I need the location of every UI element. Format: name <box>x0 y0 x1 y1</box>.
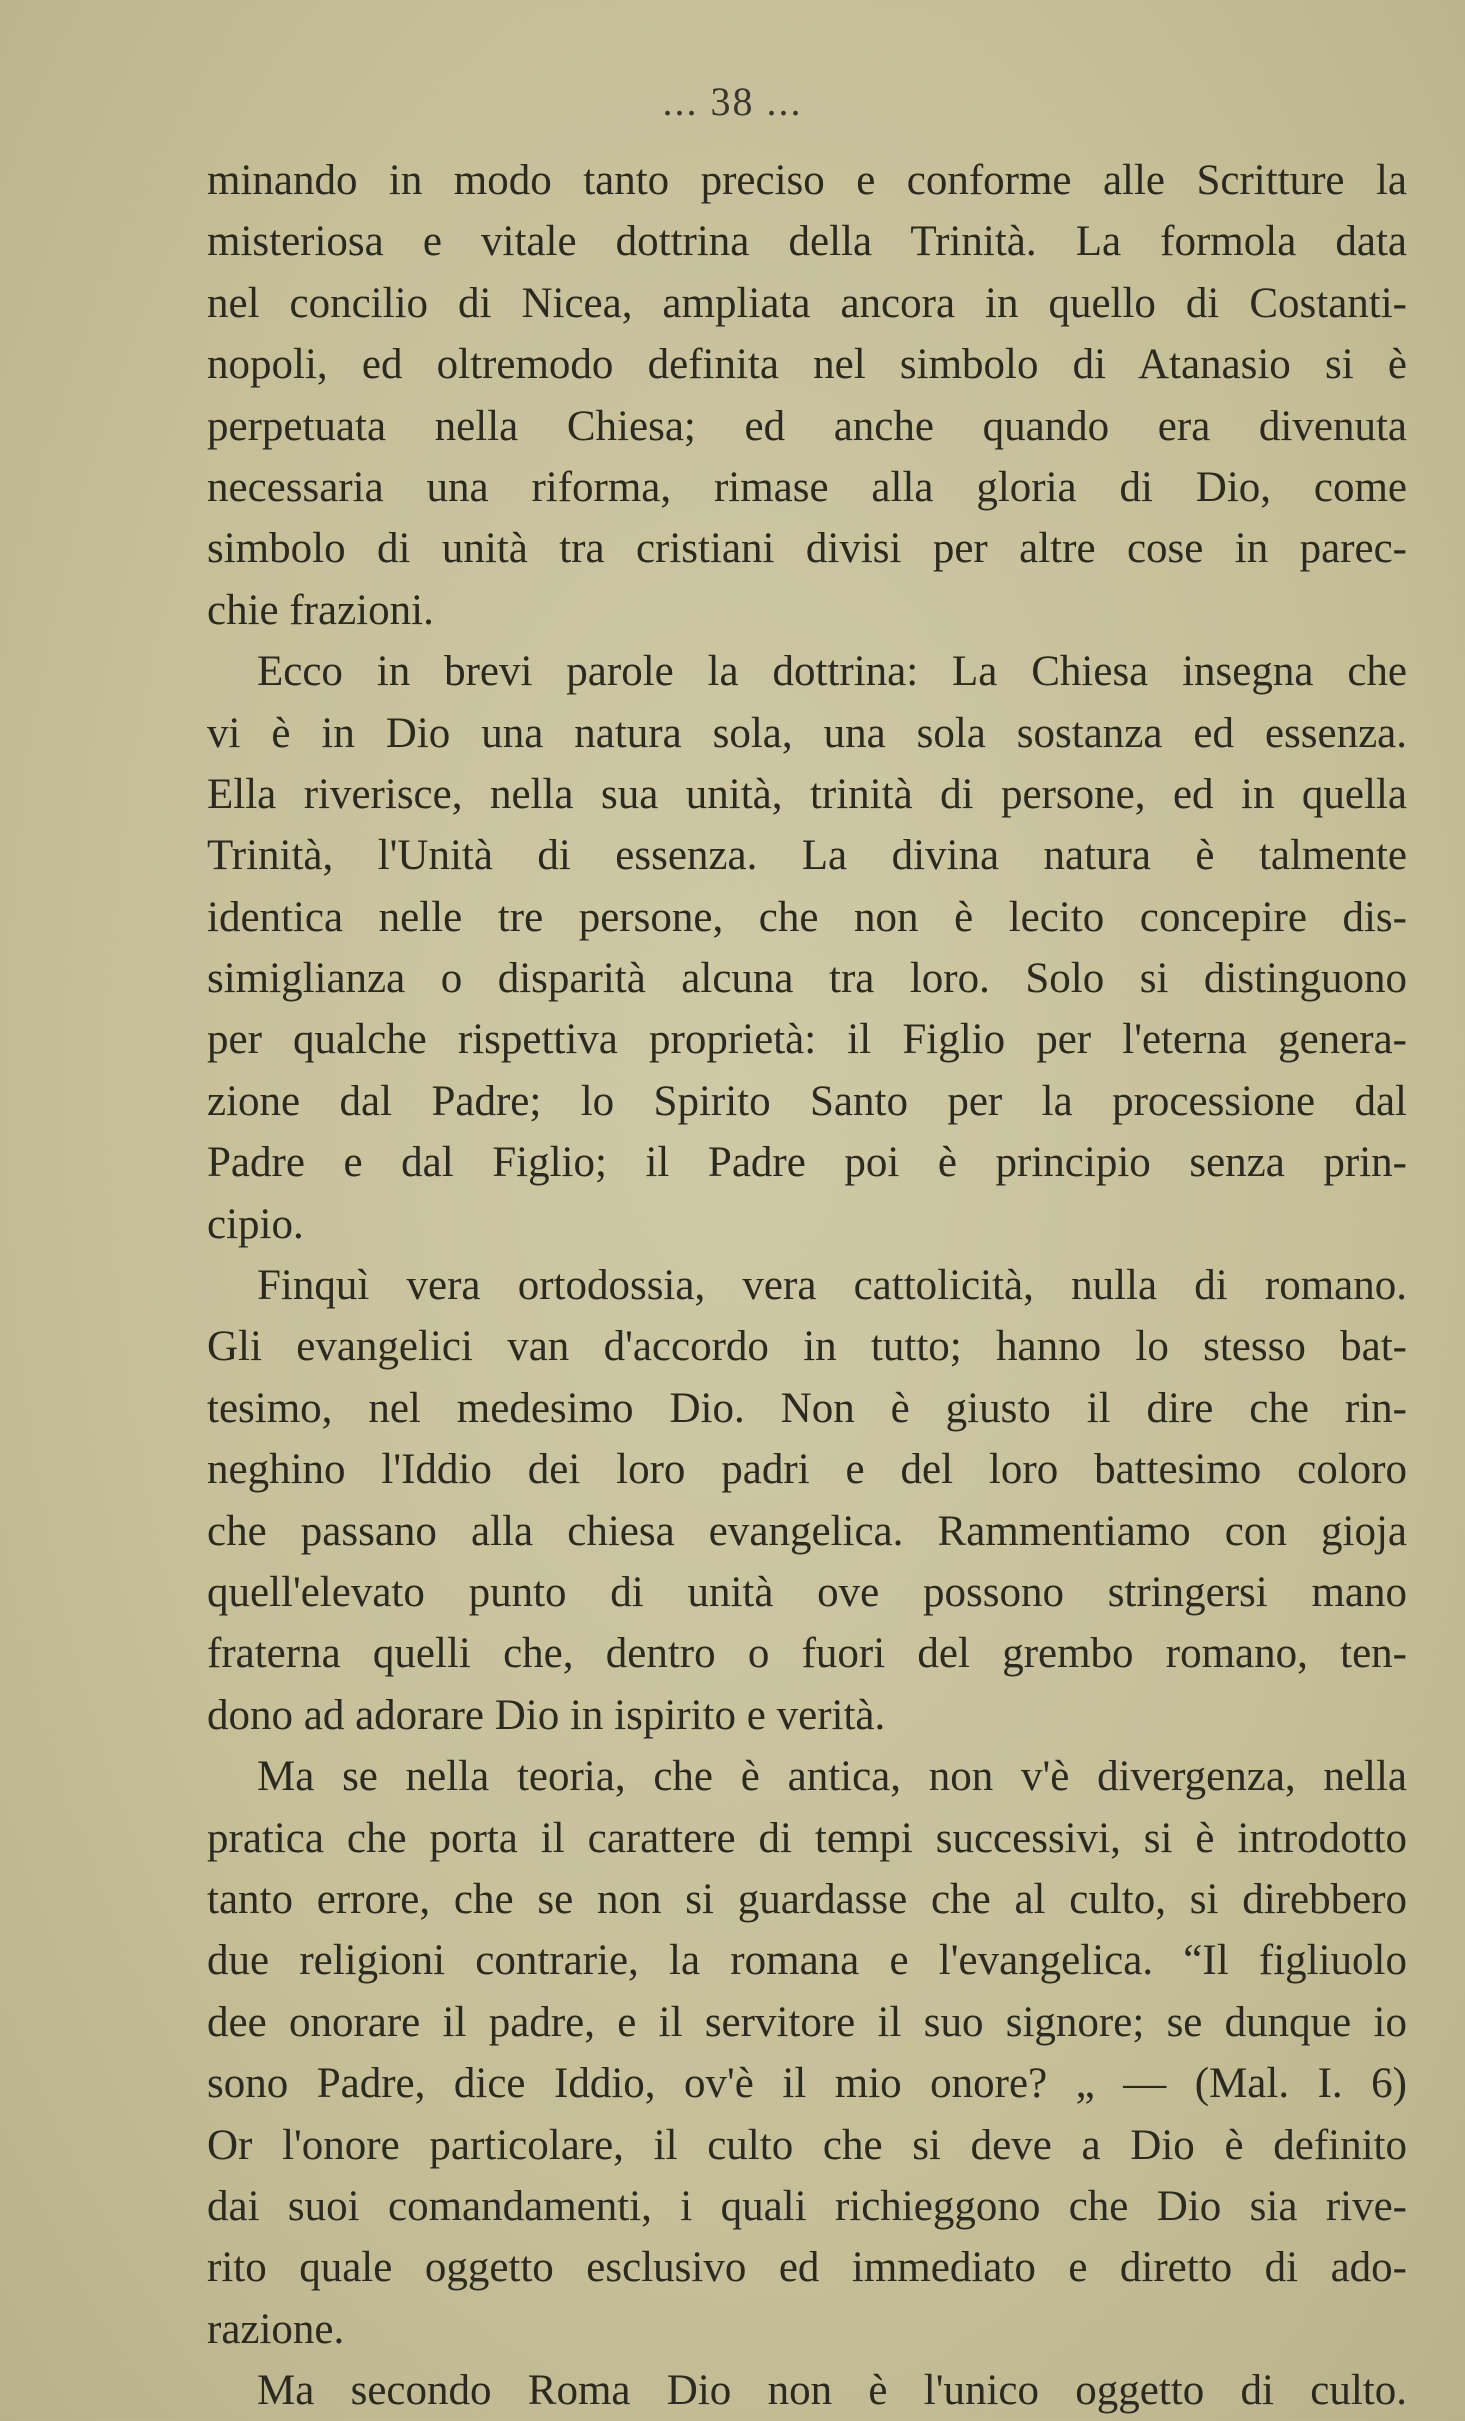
text-line: tesimo, nel medesimo Dio. Non è giusto il dire che rin- <box>207 1384 1407 1432</box>
text-line: simiglianza o disparità alcuna tra loro. Solo si distinguono <box>207 955 1407 1003</box>
paragraph <box>207 150 1407 641</box>
text-line: perpetuata nella Chiesa; ed anche quando era divenuta <box>207 402 1407 450</box>
text-line: tanto errore, che se non si guardasse che al culto, si direbbero <box>207 1875 1407 1923</box>
text-line: nel concilio di Nicea, ampliata ancora in quello di Costanti- <box>207 279 1407 327</box>
text-line: che passano alla chiesa evangelica. Rammentiamo con gioja <box>207 1507 1407 1555</box>
paragraph <box>207 641 1407 1255</box>
text-line: Padre e dal Figlio; il Padre poi è principio senza prin- <box>207 1139 1407 1187</box>
text-line: Ella riverisce, nella sua unità, trinità di persone, ed in quella <box>207 770 1407 818</box>
text-line: dai suoi comandamenti, i quali richieggono che Dio sia rive- <box>207 2182 1407 2230</box>
text-line: fraterna quelli che, dentro o fuori del grembo romano, ten- <box>207 1630 1407 1678</box>
text-line: sono Padre, dice Iddio, ov'è il mio onore? „ — (Mal. I. 6) <box>207 2060 1407 2108</box>
text-line: misteriosa e vitale dottrina della Trinità. La formola data <box>207 218 1407 266</box>
text-line: razione. <box>207 2305 345 2353</box>
text-line: dono ad adorare Dio in ispirito e verità. <box>207 1691 886 1739</box>
text-line: necessaria una riforma, rimase alla gloria di Dio, come <box>207 463 1407 511</box>
page-number: ... 38 ... <box>662 79 803 124</box>
text-line: rito quale oggetto esclusivo ed immediato e diretto di ado- <box>207 2244 1407 2292</box>
text-line: dee onorare il padre, e il servitore il suo signore; se dunque io <box>207 1998 1407 2046</box>
text-line: Gli evangelici van d'accordo in tutto; hanno lo stesso bat- <box>207 1323 1407 1371</box>
text-line: identica nelle tre persone, che non è lecito concepire dis- <box>207 893 1407 941</box>
text-line: neghino l'Iddio dei loro padri e del loro battesimo coloro <box>207 1446 1407 1494</box>
body-text <box>207 150 1407 2421</box>
text-line: nopoli, ed oltremodo definita nel simbolo di Atanasio si è <box>207 341 1407 389</box>
text-line: Or l'onore particolare, il culto che si deve a Dio è definito <box>207 2121 1407 2169</box>
paragraph <box>207 2360 1407 2421</box>
text-line: Ecco in brevi parole la dottrina: La Chiesa insegna che <box>257 648 1407 696</box>
text-line: simbolo di unità tra cristiani divisi per altre cose in parec- <box>207 525 1407 573</box>
text-line: zione dal Padre; lo Spirito Santo per la processione dal <box>207 1077 1407 1125</box>
paragraph <box>207 1255 1407 1746</box>
text-line: per qualche rispettiva proprietà: il Figlio per l'eterna genera- <box>207 1016 1407 1064</box>
text-line: due religioni contrarie, la romana e l'evangelica. “Il figliuolo <box>207 1937 1407 1985</box>
text-line: Finquì vera ortodossia, vera cattolicità, nulla di romano. <box>257 1262 1407 1310</box>
text-line: vi è in Dio una natura sola, una sola sostanza ed essenza. <box>207 709 1407 757</box>
paragraph <box>207 1746 1407 2360</box>
text-line: Trinità, l'Unità di essenza. La divina natura è talmente <box>207 832 1407 880</box>
text-line: cipio. <box>207 1200 304 1248</box>
text-line: chie frazioni. <box>207 586 434 634</box>
text-line: Ma secondo Roma Dio non è l'unico oggetto di culto. <box>257 2367 1407 2415</box>
text-line: quell'elevato punto di unità ove possono stringersi mano <box>207 1568 1407 1616</box>
text-line: pratica che porta il carattere di tempi successivi, si è introdotto <box>207 1814 1407 1862</box>
text-line: minando in modo tanto preciso e conforme alle Scritture la <box>207 157 1407 204</box>
text-line: Ma se nella teoria, che è antica, non v'è divergenza, nella <box>257 1753 1407 1801</box>
